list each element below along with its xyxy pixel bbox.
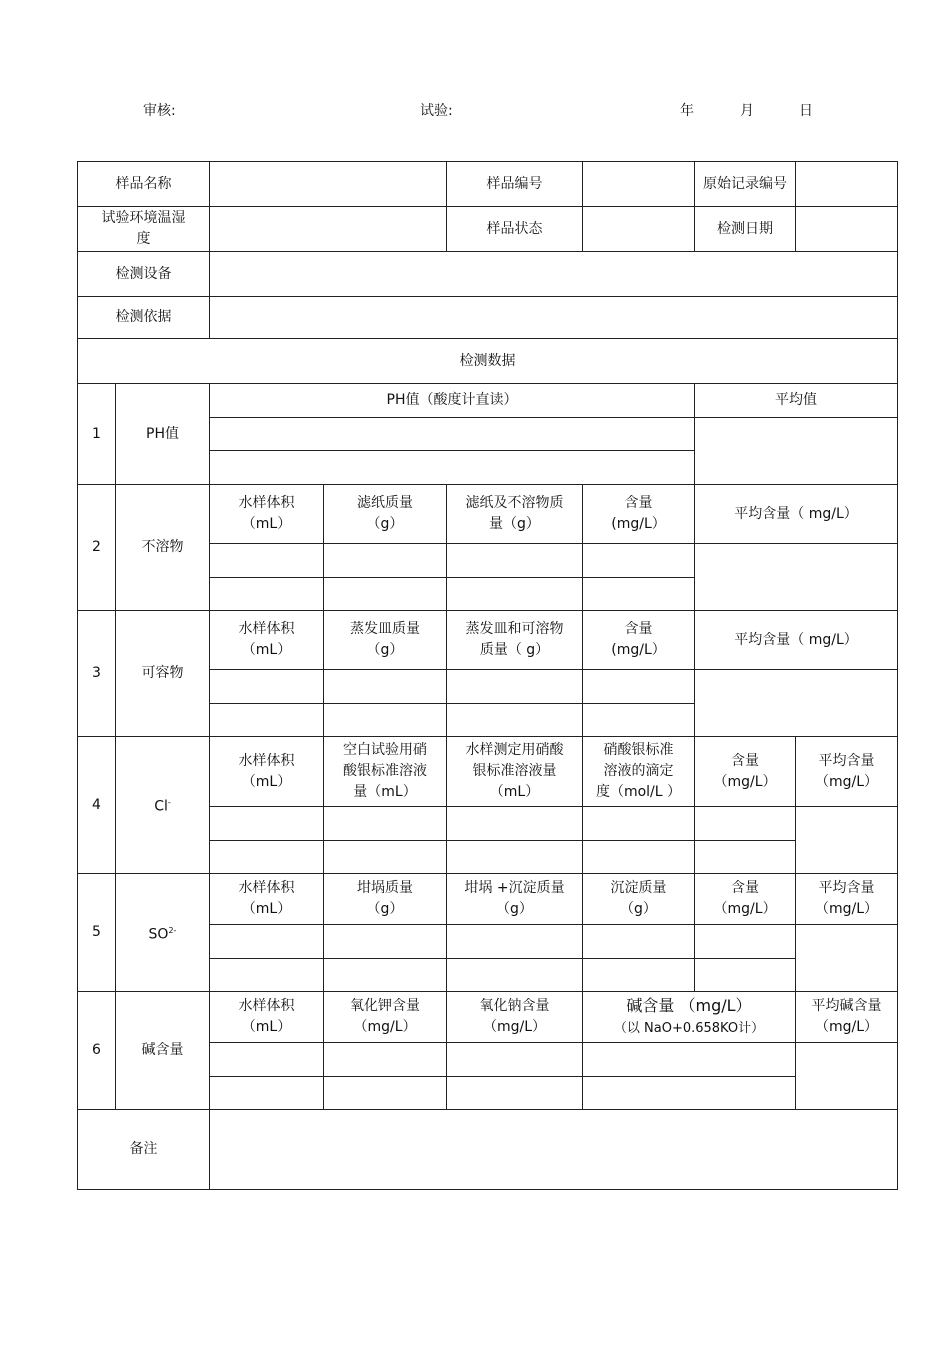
s5-h4: 沉淀质量 （g） bbox=[583, 874, 695, 925]
s5-h6: 平均含量 （mg/L） bbox=[796, 874, 898, 925]
s4-cell[interactable] bbox=[583, 807, 695, 841]
s2-h2: 滤纸质量 （g） bbox=[324, 485, 447, 544]
review-label: 审核: bbox=[143, 103, 176, 119]
s4-h2: 空白试验用硝 酸银标准溶液 量（mL） bbox=[324, 737, 447, 807]
year-label: 年 bbox=[680, 103, 694, 119]
s5-avg-cell[interactable] bbox=[796, 925, 898, 992]
s2-avg-cell[interactable] bbox=[695, 544, 898, 611]
s4-cell[interactable] bbox=[210, 807, 324, 841]
s4-no: 4 bbox=[78, 737, 116, 874]
s3-h3: 蒸发皿和可溶物 质量（ g） bbox=[447, 611, 583, 670]
record-no-value[interactable] bbox=[796, 162, 898, 207]
s4-h1: 水样体积 （mL） bbox=[210, 737, 324, 807]
month-label: 月 bbox=[740, 103, 754, 119]
s6-name: 碱含量 bbox=[116, 992, 210, 1110]
sample-no-label: 样品编号 bbox=[447, 162, 583, 207]
s2-cell[interactable] bbox=[447, 544, 583, 578]
s4-cell[interactable] bbox=[695, 807, 796, 841]
s1-no: 1 bbox=[78, 384, 116, 485]
s6-avg-cell[interactable] bbox=[796, 1043, 898, 1110]
env-label: 试验环境温湿 度 bbox=[78, 207, 210, 252]
s1-avg-header: 平均值 bbox=[695, 384, 898, 418]
equipment-value[interactable] bbox=[210, 252, 898, 297]
remark-value[interactable] bbox=[210, 1110, 898, 1190]
env-value[interactable] bbox=[210, 207, 447, 252]
s5-cell[interactable] bbox=[447, 925, 583, 959]
s2-cell[interactable] bbox=[447, 578, 583, 611]
s3-cell[interactable] bbox=[324, 704, 447, 737]
s3-h2: 蒸发皿质量 （g） bbox=[324, 611, 447, 670]
s2-cell[interactable] bbox=[210, 544, 324, 578]
s6-cell[interactable] bbox=[583, 1043, 796, 1077]
s6-cell[interactable] bbox=[210, 1077, 324, 1110]
s4-h4: 硝酸银标准 溶液的滴定 度（mol/L ） bbox=[583, 737, 695, 807]
s5-cell[interactable] bbox=[583, 959, 695, 992]
s4-h3: 水样测定用硝酸 银标准溶液量 （mL） bbox=[447, 737, 583, 807]
s1-name: PH值 bbox=[116, 384, 210, 485]
s5-cell[interactable] bbox=[324, 925, 447, 959]
s4-cell[interactable] bbox=[695, 841, 796, 874]
s2-cell[interactable] bbox=[583, 578, 695, 611]
s3-cell[interactable] bbox=[447, 704, 583, 737]
s6-cell[interactable] bbox=[583, 1077, 796, 1110]
s2-cell[interactable] bbox=[324, 544, 447, 578]
basis-value[interactable] bbox=[210, 297, 898, 339]
test-record-table bbox=[77, 161, 898, 1190]
s6-h3: 氧化钠含量 （mg/L） bbox=[447, 992, 583, 1043]
s2-no: 2 bbox=[78, 485, 116, 611]
basis-label: 检测依据 bbox=[78, 297, 210, 339]
day-label: 日 bbox=[799, 103, 813, 119]
s5-h1: 水样体积 （mL） bbox=[210, 874, 324, 925]
s5-h3: 坩埚 +沉淀质量 （g） bbox=[447, 874, 583, 925]
s3-avg-header: 平均含量（ mg/L） bbox=[695, 611, 898, 670]
s6-h1: 水样体积 （mL） bbox=[210, 992, 324, 1043]
s5-cell[interactable] bbox=[210, 959, 324, 992]
s4-cell[interactable] bbox=[447, 807, 583, 841]
sample-name-label: 样品名称 bbox=[78, 162, 210, 207]
s4-cell[interactable] bbox=[583, 841, 695, 874]
s4-cell[interactable] bbox=[324, 841, 447, 874]
s3-h4: 含量 (mg/L） bbox=[583, 611, 695, 670]
s6-cell[interactable] bbox=[324, 1077, 447, 1110]
s5-cell[interactable] bbox=[324, 959, 447, 992]
s5-cell[interactable] bbox=[583, 925, 695, 959]
s6-h2: 氧化钾含量 （mg/L） bbox=[324, 992, 447, 1043]
s5-cell[interactable] bbox=[210, 925, 324, 959]
s5-cell[interactable] bbox=[695, 959, 796, 992]
s3-cell[interactable] bbox=[583, 704, 695, 737]
s4-h5: 含量 （mg/L） bbox=[695, 737, 796, 807]
sample-state-value[interactable] bbox=[583, 207, 695, 252]
s6-cell[interactable] bbox=[210, 1043, 324, 1077]
s5-cell[interactable] bbox=[447, 959, 583, 992]
remark-label: 备注 bbox=[78, 1110, 210, 1190]
sample-name-value[interactable] bbox=[210, 162, 447, 207]
s2-cell[interactable] bbox=[583, 544, 695, 578]
s4-h6: 平均含量 （mg/L） bbox=[796, 737, 898, 807]
s6-cell[interactable] bbox=[447, 1077, 583, 1110]
s3-h1: 水样体积 （mL） bbox=[210, 611, 324, 670]
s3-cell[interactable] bbox=[324, 670, 447, 704]
s5-name: $SO^{2-}$ bbox=[116, 874, 210, 992]
s5-no: 5 bbox=[78, 874, 116, 992]
s4-cell[interactable] bbox=[447, 841, 583, 874]
s4-avg-cell[interactable] bbox=[796, 807, 898, 874]
sample-no-value[interactable] bbox=[583, 162, 695, 207]
s3-avg-cell[interactable] bbox=[695, 670, 898, 737]
s2-cell[interactable] bbox=[210, 578, 324, 611]
s6-h4: 碱含量 （mg/L） （以 NaO+0.658KO计） bbox=[583, 992, 796, 1043]
test-date-value[interactable] bbox=[796, 207, 898, 252]
s3-cell[interactable] bbox=[210, 704, 324, 737]
equipment-label: 检测设备 bbox=[78, 252, 210, 297]
s2-name: 不溶物 bbox=[116, 485, 210, 611]
s6-h5: 平均碱含量 （mg/L） bbox=[796, 992, 898, 1043]
s2-avg-header: 平均含量（ mg/L） bbox=[695, 485, 898, 544]
s2-h3: 滤纸及不溶物质 量（g） bbox=[447, 485, 583, 544]
record-no-label: 原始记录编号 bbox=[695, 162, 796, 207]
s2-cell[interactable] bbox=[324, 578, 447, 611]
s1-ph-cell[interactable] bbox=[210, 451, 695, 485]
s6-cell[interactable] bbox=[324, 1043, 447, 1077]
s6-cell[interactable] bbox=[447, 1043, 583, 1077]
s4-cell[interactable] bbox=[324, 807, 447, 841]
s3-cell[interactable] bbox=[447, 670, 583, 704]
s6-no: 6 bbox=[78, 992, 116, 1110]
s4-name: Cl- bbox=[116, 737, 210, 874]
s3-name: 可容物 bbox=[116, 611, 210, 737]
s3-no: 3 bbox=[78, 611, 116, 737]
s4-cell[interactable] bbox=[210, 841, 324, 874]
test-label: 试验: bbox=[420, 103, 453, 119]
s5-h5: 含量 （mg/L） bbox=[695, 874, 796, 925]
s1-ph-header: PH值（酸度计直读） bbox=[210, 384, 695, 418]
s1-ph-cell[interactable] bbox=[210, 418, 695, 451]
s1-avg-cell[interactable] bbox=[695, 418, 898, 485]
s3-cell[interactable] bbox=[583, 670, 695, 704]
s2-h4: 含量 (mg/L） bbox=[583, 485, 695, 544]
sample-state-label: 样品状态 bbox=[447, 207, 583, 252]
s5-cell[interactable] bbox=[695, 925, 796, 959]
s2-h1: 水样体积 （mL） bbox=[210, 485, 324, 544]
s3-cell[interactable] bbox=[210, 670, 324, 704]
test-date-label: 检测日期 bbox=[695, 207, 796, 252]
data-title: 检测数据 bbox=[78, 339, 898, 384]
s5-h2: 坩埚质量 （g） bbox=[324, 874, 447, 925]
